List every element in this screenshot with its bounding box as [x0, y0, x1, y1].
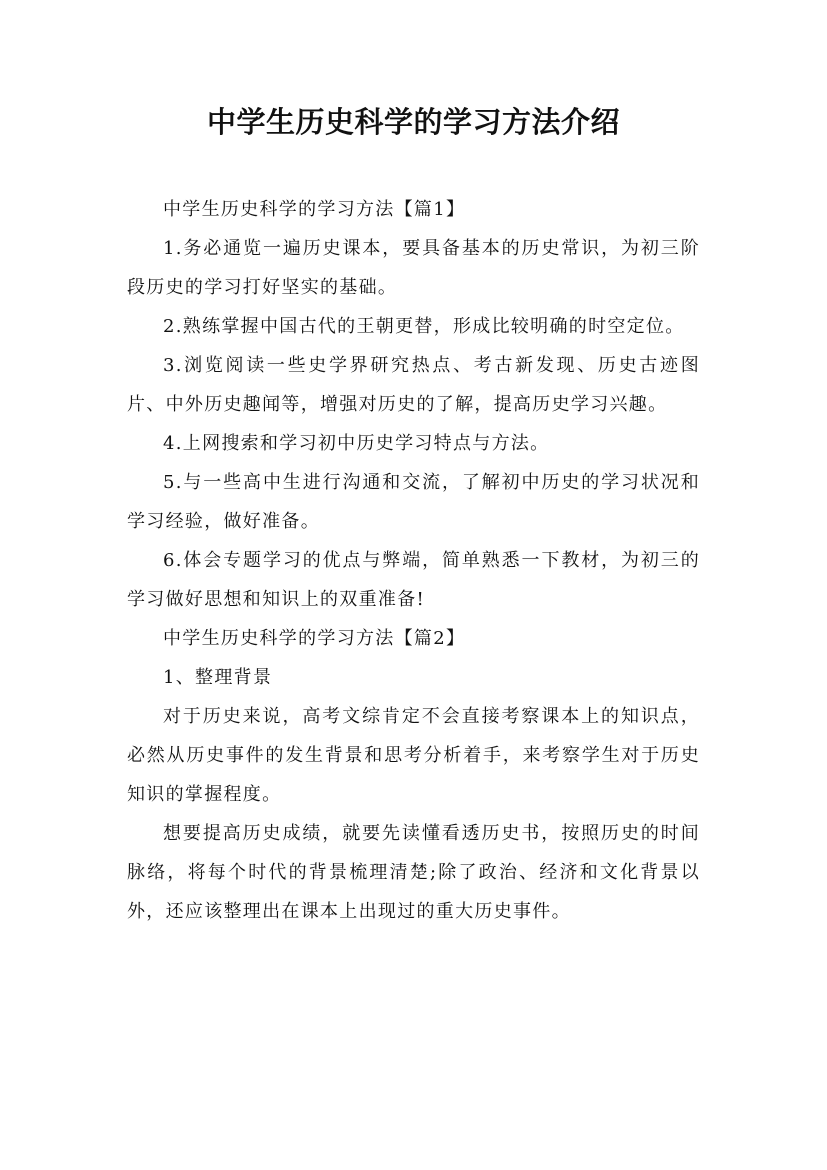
document-body [127, 190, 700, 931]
paragraph: 6.体会专题学习的优点与弊端，简单熟悉一下教材，为初三的学习做好思想和知识上的双重准备! [127, 550, 700, 610]
paragraph: 2.熟练掌握中国古代的王朝更替，形成比较明确的时空定位。 [163, 316, 685, 337]
paragraph: 想要提高历史成绩，就要先读懂看透历史书，按照历史的时间脉络，将每个时代的背景梳理清楚;除了政治、经济和文化背景以外，还应该整理出在课本上出现过的重大历史事件。 [127, 823, 700, 922]
section-heading: 中学生历史科学的学习方法【篇1】 [163, 199, 466, 220]
paragraph: 1.务必通览一遍历史课本，要具备基本的历史常识，为初三阶段历史的学习打好坚实的基础。 [127, 238, 700, 298]
subsection-heading: 1、整理背景 [163, 667, 273, 688]
document-title: 中学生历史科学的学习方法介绍 [206, 105, 620, 139]
paragraph: 对于历史来说，高考文综肯定不会直接考察课本上的知识点，必然从历史事件的发生背景和思考分析着手，来考察学生对于历史知识的掌握程度。 [127, 706, 700, 805]
paragraph: 4.上网搜索和学习初中历史学习特点与方法。 [163, 433, 550, 454]
paragraph: 5.与一些高中生进行沟通和交流，了解初中历史的学习状况和学习经验，做好准备。 [127, 472, 700, 532]
section-heading: 中学生历史科学的学习方法【篇2】 [163, 628, 466, 649]
paragraph: 3.浏览阅读一些史学界研究热点、考古新发现、历史古迹图片、中外历史趣闻等，增强对历史的了解，提高历史学习兴趣。 [127, 355, 700, 415]
